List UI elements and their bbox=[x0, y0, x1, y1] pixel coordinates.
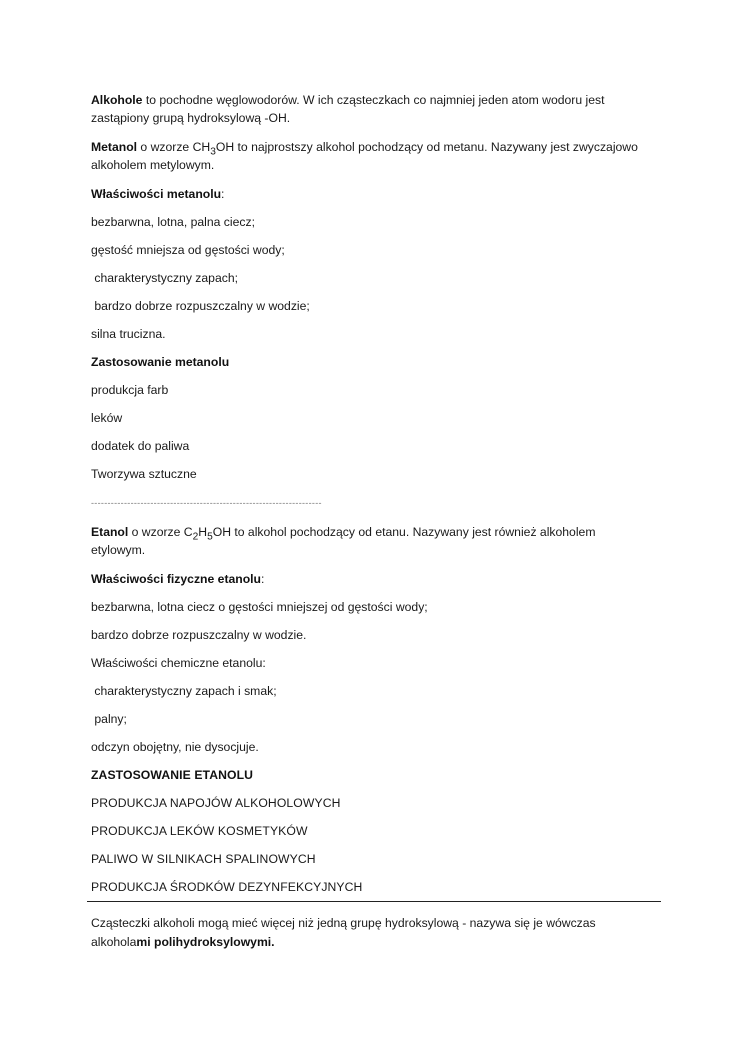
methanol-property: gęstość mniejsza od gęstości wody; bbox=[91, 243, 285, 257]
ethanol-physical-property: bezbarwna, lotna ciecz o gęstości mniejszej od gęstości wody; bbox=[91, 600, 428, 614]
methanol-property: bardzo dobrze rozpuszczalny w wodzie; bbox=[91, 299, 310, 313]
methanol-property: bezbarwna, lotna, palna ciecz; bbox=[91, 215, 255, 229]
methanol-property: silna trucizna. bbox=[91, 327, 166, 341]
methanol-properties-heading bbox=[91, 186, 224, 203]
methanol-use: dodatek do paliwa bbox=[91, 439, 190, 453]
methanol-properties-colon: : bbox=[221, 187, 225, 201]
outro-line-1: Cząsteczki alkoholi mogą mieć więcej niż jedną grupę hydroksylową - nazywa się je wówczas bbox=[91, 916, 596, 930]
ethanol-chemical-property: palny; bbox=[91, 712, 127, 726]
methanol-term: Metanol bbox=[91, 140, 138, 154]
ethanol-line-2: etylowym. bbox=[91, 543, 146, 557]
outro-line-2 bbox=[91, 934, 275, 951]
ethanol-sub-1: 2 bbox=[192, 531, 199, 543]
horizontal-rule bbox=[87, 901, 661, 902]
ethanol-uses-heading: ZASTOSOWANIE ETANOLU bbox=[91, 768, 254, 782]
ethanol-use: PRODUKCJA NAPOJÓW ALKOHOLOWYCH bbox=[91, 796, 341, 810]
separator-dashes: ---------------------------------------------------------------------- bbox=[91, 498, 322, 508]
ethanol-chemical-property: odczyn obojętny, nie dysocjuje. bbox=[91, 740, 259, 754]
ethanol-post-formula: OH to alkohol pochodzący od etanu. Nazywany jest również alkoholem bbox=[212, 525, 596, 539]
intro-line-2: zastąpiony grupą hydroksylową -OH. bbox=[91, 111, 291, 125]
ethanol-physical-heading-text: Właściwości fizyczne etanolu bbox=[91, 572, 261, 586]
ethanol-use: PRODUKCJA ŚRODKÓW DEZYNFEKCYJNYCH bbox=[91, 880, 363, 894]
methanol-post-formula: OH to najprostszy alkohol pochodzący od metanu. Nazywany jest zwyczajowo bbox=[215, 140, 638, 154]
ethanol-physical-colon: : bbox=[261, 572, 265, 586]
methanol-line-2: alkoholem metylowym. bbox=[91, 158, 215, 172]
ethanol-line-1 bbox=[91, 524, 595, 545]
outro-line-2-bold: mi polihydroksylowymi. bbox=[136, 935, 275, 949]
methanol-use: leków bbox=[91, 411, 123, 425]
intro-term: Alkohole bbox=[91, 93, 143, 107]
methanol-use: produkcja farb bbox=[91, 383, 169, 397]
ethanol-chemical-heading: Właściwości chemiczne etanolu: bbox=[91, 656, 266, 670]
methanol-formula-sub: 3 bbox=[210, 146, 216, 158]
outro-line-2-pre: alkohola bbox=[91, 935, 137, 949]
ethanol-sub-2: 5 bbox=[207, 531, 213, 543]
ethanol-use: PRODUKCJA LEKÓW KOSMETYKÓW bbox=[91, 824, 308, 838]
methanol-use: Tworzywa sztuczne bbox=[91, 467, 197, 481]
methanol-pre-formula: o wzorze CH bbox=[137, 140, 211, 154]
ethanol-use: PALIWO W SILNIKACH SPALINOWYCH bbox=[91, 852, 316, 866]
ethanol-pre-formula: o wzorze C bbox=[128, 525, 193, 539]
methanol-property: charakterystyczny zapach; bbox=[91, 271, 238, 285]
methanol-uses-heading: Zastosowanie metanolu bbox=[91, 355, 230, 369]
intro-line-1 bbox=[91, 92, 605, 109]
intro-text: to pochodne węglowodorów. W ich cząsteczkach co najmniej jeden atom wodoru jest bbox=[142, 93, 605, 107]
ethanol-physical-property: bardzo dobrze rozpuszczalny w wodzie. bbox=[91, 628, 307, 642]
methanol-properties-heading-text: Właściwości metanolu bbox=[91, 187, 222, 201]
ethanol-term: Etanol bbox=[91, 525, 129, 539]
ethanol-physical-heading bbox=[91, 571, 264, 588]
ethanol-chemical-property: charakterystyczny zapach i smak; bbox=[91, 684, 277, 698]
ethanol-mid: H bbox=[198, 525, 208, 539]
